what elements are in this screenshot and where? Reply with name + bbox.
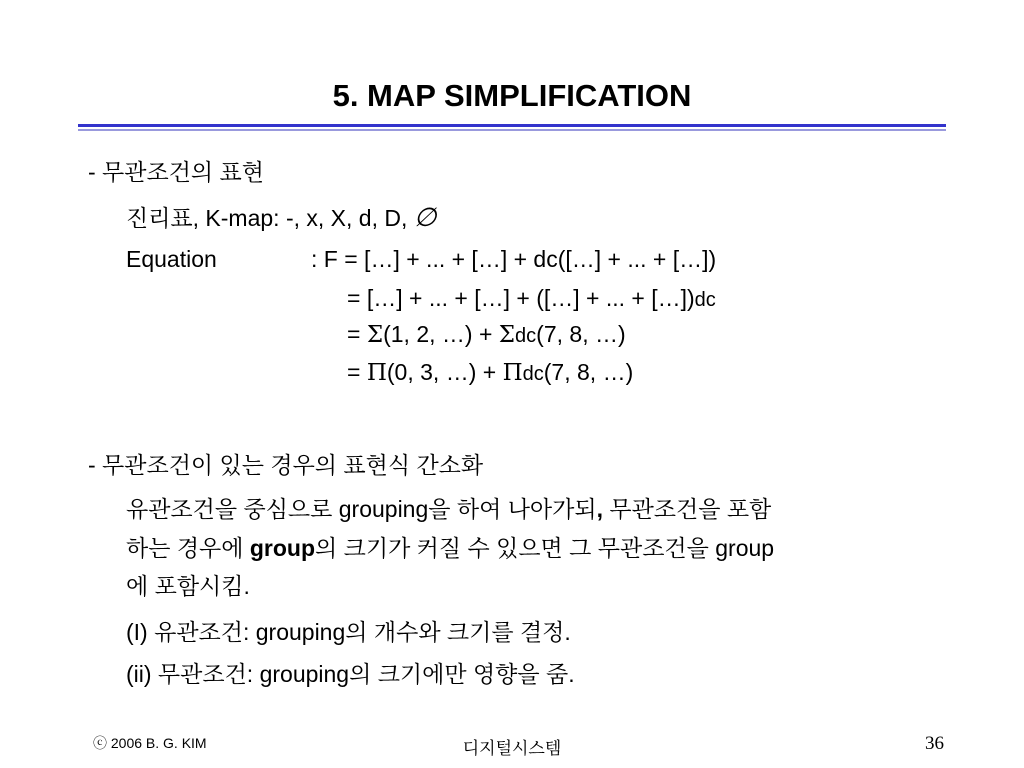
p1-b: 무관조건을 포함 (602, 496, 772, 522)
title-underline-thin (78, 129, 946, 131)
empty-set-symbol: ∅ (413, 203, 437, 233)
eq4-eq: = (347, 359, 367, 385)
pi-symbol-dc: Π (502, 360, 523, 386)
footer-course: 디지털시스템 (462, 739, 562, 758)
eq2-dc: dc (694, 289, 716, 311)
p2-b: 의 크기가 커질 수 있으면 그 무관조건을 group (315, 535, 775, 561)
eq4-end: (7, 8, …) (543, 359, 634, 385)
kmap-line (126, 200, 436, 233)
kmap-label: 진리표, K-map: -, x, X, d, D, (126, 205, 408, 231)
eq2-rhs: = […] + ... + […] + ([…] + ... + […]) (347, 285, 695, 311)
eq3-mid: (1, 2, …) + (383, 321, 499, 347)
section2-heading: - 무관조건이 있는 경우의 표현식 간소화 (88, 452, 484, 478)
p2-a: 하는 경우에 (126, 535, 250, 561)
paragraph-line-2 (126, 530, 774, 563)
equation-line-1 (311, 246, 716, 273)
eq4-dc: dc (522, 363, 544, 385)
section1-heading: - 무관조건의 표현 (88, 159, 264, 185)
p2-bold-group: group (249, 535, 316, 561)
pi-symbol: Π (366, 360, 387, 386)
title-underline (78, 124, 946, 127)
paragraph-line-3: 에 포함시킴. (126, 573, 250, 599)
equation-line-4 (347, 359, 633, 386)
eq3-eq: = (347, 321, 367, 347)
list-item-1: (I) 유관조건: grouping의 개수와 크기를 결정. (126, 619, 571, 645)
equation-line-2 (347, 285, 716, 312)
footer-copyright: ⓒ 2006 B. G. KIM (93, 735, 207, 751)
p1-comma: , (596, 496, 603, 522)
paragraph-line-1 (126, 491, 771, 524)
eq3-dc: dc (515, 325, 537, 347)
p1-a: 유관조건을 중심으로 grouping을 하여 나아가되 (126, 496, 597, 522)
equation-label: Equation (126, 246, 217, 272)
slide-title: 5. MAP SIMPLIFICATION (332, 78, 692, 113)
page-number: 36 (925, 733, 944, 754)
sigma-symbol-dc: Σ (498, 322, 516, 348)
sigma-symbol: Σ (366, 322, 384, 348)
eq3-end: (7, 8, …) (536, 321, 626, 347)
eq1-rhs: = […] + ... + […] + dc([…] + ... + […]) (344, 246, 717, 272)
equation-line-3 (347, 321, 626, 348)
eq1-f: : F (311, 246, 345, 272)
eq4-mid: (0, 3, …) + (386, 359, 503, 385)
list-item-2: (ii) 무관조건: grouping의 크기에만 영향을 줌. (126, 661, 575, 687)
